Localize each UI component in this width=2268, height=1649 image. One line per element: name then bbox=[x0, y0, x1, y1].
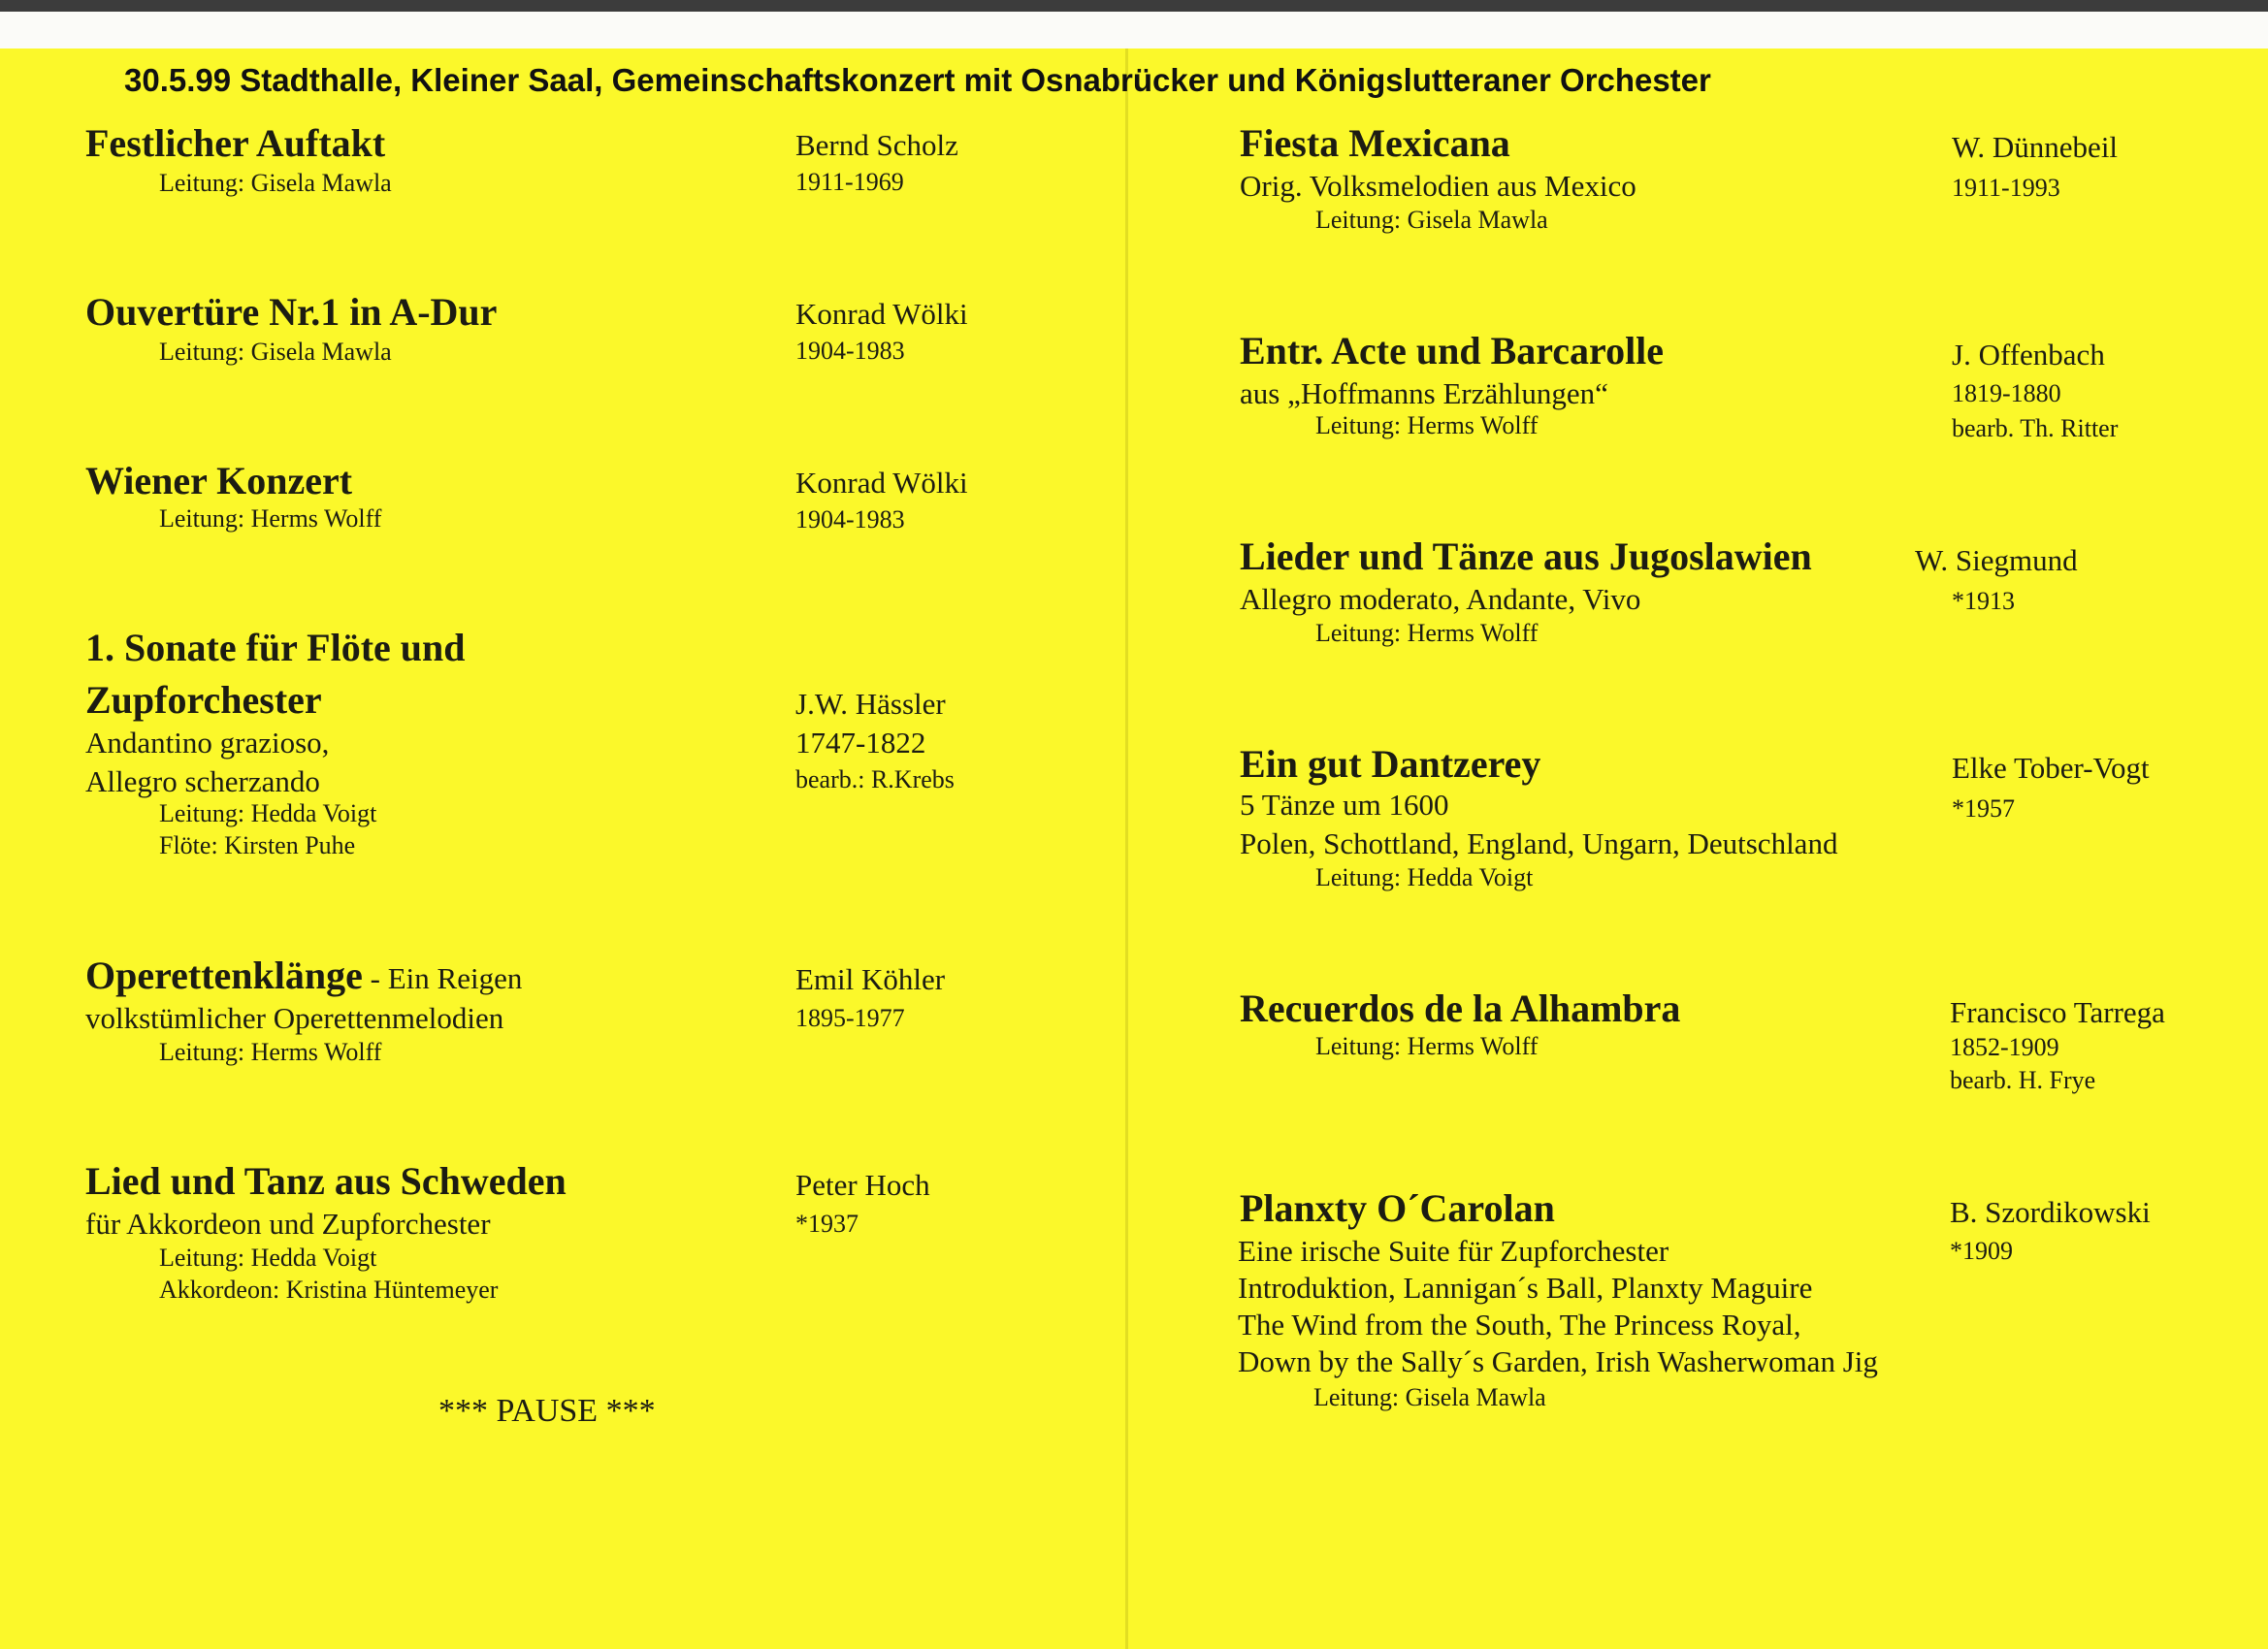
piece-composer-years: 1904-1983 bbox=[795, 505, 905, 534]
piece-title: Lied und Tanz aus Schweden bbox=[85, 1159, 567, 1203]
scan-white-strip bbox=[0, 12, 2268, 48]
intermission-label: *** PAUSE *** bbox=[438, 1393, 656, 1429]
piece-subtitle: aus „Hoffmanns Erzählungen“ bbox=[1240, 376, 1608, 410]
piece-title: Lieder und Tänze aus Jugoslawien bbox=[1240, 534, 1812, 578]
piece-movements-2: Allegro scherzando bbox=[85, 764, 320, 798]
scan-top-edge bbox=[0, 0, 2268, 12]
piece-subtitle: für Akkordeon und Zupforchester bbox=[85, 1207, 491, 1241]
piece-composer-years: *1909 bbox=[1950, 1237, 2013, 1265]
piece-title: Planxty O´Carolan bbox=[1240, 1186, 1555, 1230]
piece-composer: Emil Köhler bbox=[795, 962, 946, 996]
piece-subtitle-2: Introduktion, Lannigan´s Ball, Planxty Maguire bbox=[1238, 1271, 1813, 1305]
piece-conductor: Leitung: Hedda Voigt bbox=[1315, 863, 1534, 891]
piece-composer: Konrad Wölki bbox=[795, 466, 968, 500]
concert-header: 30.5.99 Stadthalle, Kleiner Saal, Gemeinschaftskonzert mit Osnabrücker und Königslutteraner Orchester bbox=[124, 62, 1711, 98]
piece-title-main: Operettenklänge bbox=[85, 954, 363, 997]
piece-conductor: Leitung: Gisela Mawla bbox=[159, 169, 392, 197]
piece-title: Festlicher Auftakt bbox=[85, 121, 386, 165]
piece-arranger: bearb. Th. Ritter bbox=[1952, 414, 2119, 442]
piece-composer-years: 1904-1983 bbox=[795, 337, 905, 365]
piece-composer-years: *1913 bbox=[1952, 587, 2015, 615]
piece-subtitle: volkstümlicher Operettenmelodien bbox=[85, 1001, 504, 1035]
piece-composer: Peter Hoch bbox=[795, 1168, 930, 1202]
piece-movements-1: Andantino grazioso, bbox=[85, 726, 330, 760]
piece-conductor: Leitung: Hedda Voigt bbox=[159, 1244, 377, 1272]
piece-composer: B. Szordikowski bbox=[1950, 1195, 2151, 1229]
piece-composer-years: *1957 bbox=[1952, 794, 2015, 823]
piece-title: Ein gut Dantzerey bbox=[1240, 742, 1541, 786]
piece-composer: J. Offenbach bbox=[1952, 338, 2105, 372]
piece-conductor: Leitung: Herms Wolff bbox=[159, 1038, 382, 1066]
piece-composer: Bernd Scholz bbox=[795, 128, 958, 162]
piece-subtitle-1: Eine irische Suite für Zupforchester bbox=[1238, 1234, 1669, 1268]
piece-subtitle-1: 5 Tänze um 1600 bbox=[1240, 788, 1449, 822]
piece-arranger: bearb. H. Frye bbox=[1950, 1066, 2096, 1094]
piece-title: Wiener Konzert bbox=[85, 459, 353, 502]
piece-composer: W. Siegmund bbox=[1915, 543, 2078, 577]
piece-composer: J.W. Hässler bbox=[795, 687, 946, 721]
piece-title-line-2: Zupforchester bbox=[85, 678, 322, 722]
piece-composer-years: 1911-1993 bbox=[1952, 174, 2060, 202]
piece-conductor: Leitung: Herms Wolff bbox=[159, 504, 382, 533]
piece-subtitle-3: The Wind from the South, The Princess Royal, bbox=[1238, 1308, 1801, 1342]
piece-soloist: Akkordeon: Kristina Hüntemeyer bbox=[159, 1276, 499, 1304]
piece-conductor: Leitung: Gisela Mawla bbox=[1313, 1383, 1546, 1411]
piece-soloist: Flöte: Kirsten Puhe bbox=[159, 831, 356, 859]
piece-composer: Francisco Tarrega bbox=[1950, 995, 2165, 1029]
piece-subtitle: Orig. Volksmelodien aus Mexico bbox=[1240, 169, 1636, 203]
piece-conductor: Leitung: Herms Wolff bbox=[1315, 1032, 1539, 1060]
piece-composer-years: 1895-1977 bbox=[795, 1004, 905, 1032]
piece-composer-years: *1937 bbox=[795, 1210, 859, 1238]
piece-conductor: Leitung: Gisela Mawla bbox=[1315, 206, 1548, 234]
piece-subtitle: Allegro moderato, Andante, Vivo bbox=[1240, 582, 1641, 616]
piece-title: Fiesta Mexicana bbox=[1240, 121, 1510, 165]
piece-composer-years: 1819-1880 bbox=[1952, 379, 2061, 407]
piece-subtitle-2: Polen, Schottland, England, Ungarn, Deutschland bbox=[1240, 826, 1838, 860]
piece-composer-years: 1852-1909 bbox=[1950, 1033, 2059, 1061]
piece-composer: Elke Tober-Vogt bbox=[1952, 751, 2150, 785]
page-fold bbox=[1125, 48, 1128, 1649]
piece-title: Entr. Acte und Barcarolle bbox=[1240, 329, 1665, 372]
piece-conductor: Leitung: Herms Wolff bbox=[1315, 619, 1539, 647]
piece-title bbox=[85, 951, 522, 1004]
piece-composer: W. Dünnebeil bbox=[1952, 130, 2119, 164]
piece-conductor: Leitung: Herms Wolff bbox=[1315, 411, 1539, 439]
piece-title-line-1: 1. Sonate für Flöte und bbox=[85, 626, 466, 669]
piece-title: Recuerdos de la Alhambra bbox=[1240, 986, 1681, 1030]
piece-composer: Konrad Wölki bbox=[795, 297, 968, 331]
piece-title: Ouvertüre Nr.1 in A-Dur bbox=[85, 290, 498, 334]
piece-conductor: Leitung: Gisela Mawla bbox=[159, 338, 392, 366]
piece-subtitle-4: Down by the Sally´s Garden, Irish Washerwoman Jig bbox=[1238, 1344, 1878, 1378]
piece-composer-years: 1911-1969 bbox=[795, 168, 904, 196]
piece-arranger: bearb.: R.Krebs bbox=[795, 765, 955, 793]
piece-composer-years: 1747-1822 bbox=[795, 726, 926, 760]
piece-conductor: Leitung: Hedda Voigt bbox=[159, 799, 377, 827]
piece-title-rest: - Ein Reigen bbox=[362, 961, 523, 995]
